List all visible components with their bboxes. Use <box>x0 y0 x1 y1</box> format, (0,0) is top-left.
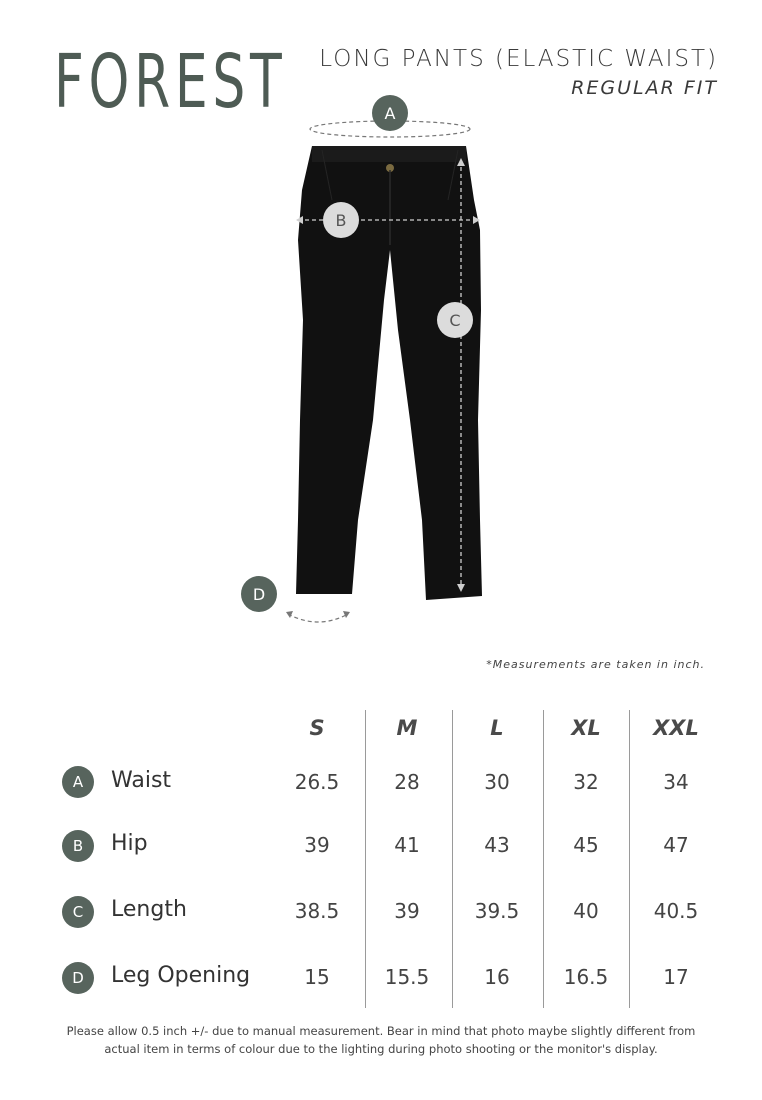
marker-c-label: C <box>449 311 461 330</box>
size-header-xl: XL <box>571 716 601 740</box>
cell-value: 26.5 <box>294 770 340 794</box>
row-label-length: Length <box>111 897 187 922</box>
cell-value: 30 <box>484 770 510 794</box>
cell-value: 40 <box>573 899 599 923</box>
marker-a <box>372 95 408 131</box>
cell-value: 32 <box>573 770 599 794</box>
cell-value: 41 <box>394 833 420 857</box>
marker-d <box>241 576 277 612</box>
row-badge-c: C <box>62 896 94 928</box>
cell-value: 47 <box>663 833 689 857</box>
column-divider <box>629 710 630 1008</box>
cell-value: 34 <box>663 770 689 794</box>
cell-value: 38.5 <box>294 899 340 923</box>
disclaimer-line-2: actual item in terms of colour due to the lighting during photo shooting or the monitor's display. <box>104 1042 658 1056</box>
measurement-note: *Measurements are taken in inch. <box>486 658 705 671</box>
row-label-waist: Waist <box>111 768 172 793</box>
cell-value: 16.5 <box>563 965 609 989</box>
cell-value: 39 <box>304 833 330 857</box>
cell-value: 16 <box>484 965 510 989</box>
marker-b <box>323 202 359 238</box>
row-badge-d: D <box>62 962 94 994</box>
cell-value: 45 <box>573 833 599 857</box>
product-fit: REGULAR FIT <box>571 77 718 99</box>
cell-value: 15 <box>304 965 330 989</box>
size-chart-table <box>0 700 762 1020</box>
cell-value: 28 <box>394 770 420 794</box>
pants-image <box>296 146 482 600</box>
marker-b-label: B <box>335 211 347 230</box>
row-badge-a: A <box>62 766 94 798</box>
column-divider <box>543 710 544 1008</box>
marker-a-label: A <box>384 104 396 123</box>
disclaimer-line-1: Please allow 0.5 inch +/- due to manual measurement. Bear in mind that photo maybe slightly different from <box>66 1024 696 1038</box>
marker-d-label: D <box>252 585 266 604</box>
cell-value: 40.5 <box>653 899 699 923</box>
column-divider <box>365 710 366 1008</box>
cell-value: 43 <box>484 833 510 857</box>
row-label-leg-opening: Leg Opening <box>111 963 251 988</box>
disclaimer <box>40 1022 722 1058</box>
marker-c <box>437 302 473 338</box>
leg-opening-measure-line <box>288 614 348 622</box>
size-header-l: L <box>490 716 504 740</box>
cell-value: 39.5 <box>474 899 520 923</box>
column-divider <box>452 710 453 1008</box>
row-label-hip: Hip <box>111 831 148 856</box>
size-header-xxl: XXL <box>653 716 699 740</box>
size-header-s: S <box>309 716 325 740</box>
cell-value: 39 <box>394 899 420 923</box>
cell-value: 15.5 <box>384 965 430 989</box>
cell-value: 17 <box>663 965 689 989</box>
row-badge-b: B <box>62 830 94 862</box>
brand-logo: FOREST <box>54 39 287 125</box>
product-title: LONG PANTS (ELASTIC WAIST) <box>319 46 718 72</box>
size-header-m: M <box>396 716 418 740</box>
